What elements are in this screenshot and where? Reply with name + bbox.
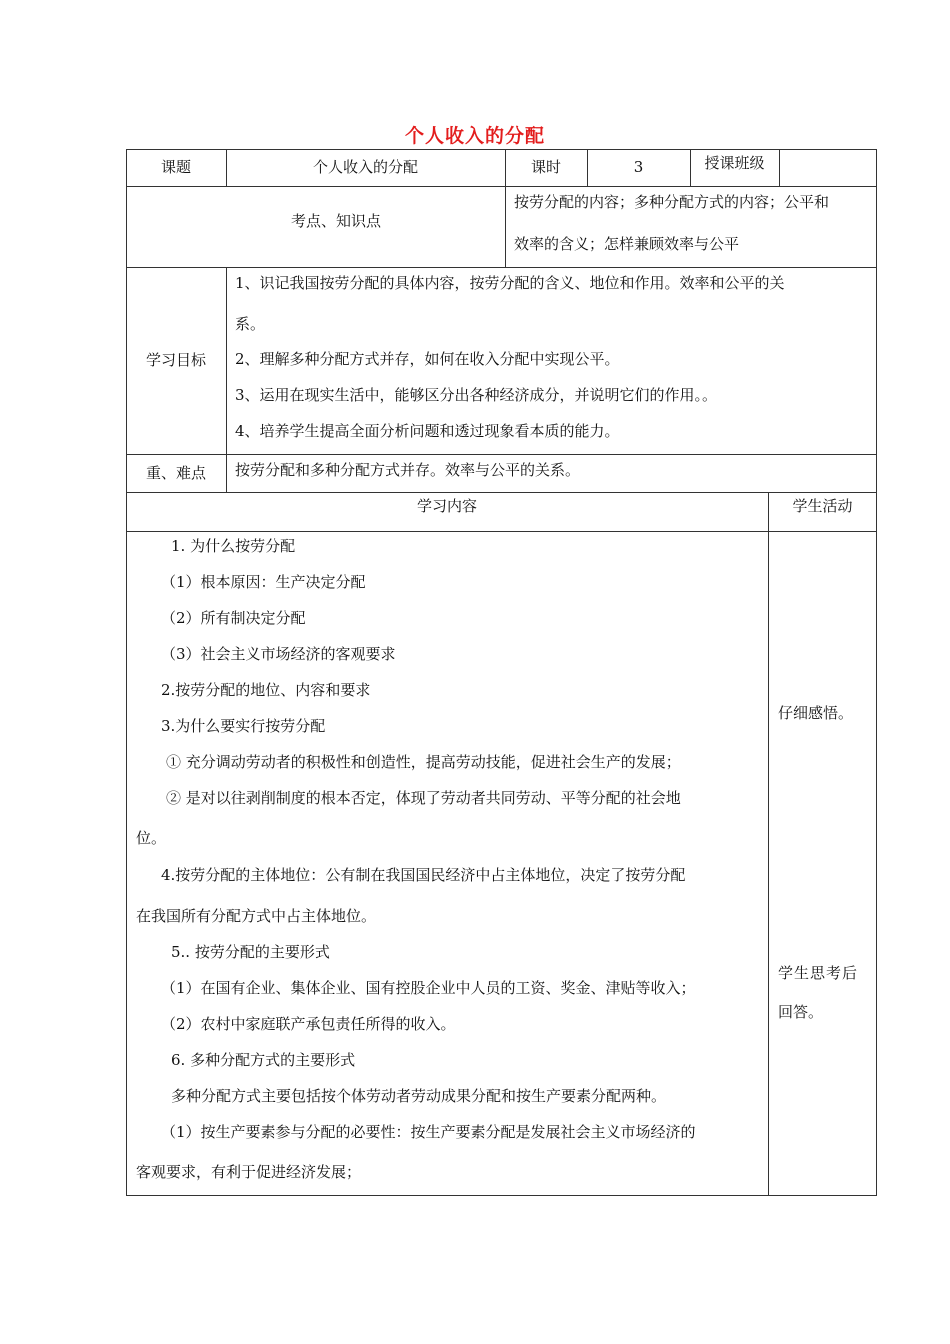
- objective-item: 3、运用在现实生活中，能够区分出各种经济成分，并说明它们的作用。。: [235, 386, 718, 404]
- key-points-line-1: 按劳分配的内容；多种分配方式的内容；公平和: [514, 193, 830, 211]
- class-value: [779, 149, 877, 186]
- activity-note: 回答。: [778, 1003, 824, 1021]
- content-line: （3）社会主义市场经济的客观要求: [161, 645, 396, 663]
- content-line: 多种分配方式主要包括按个体劳动者劳动成果分配和按生产要素分配两种。: [171, 1087, 667, 1105]
- activity-header: 学生活动: [792, 497, 853, 515]
- content-line: 客观要求，有利于促进经济发展；: [136, 1163, 362, 1181]
- objective-item: 4、培养学生提高全面分析问题和透过现象看本质的能力。: [235, 422, 620, 440]
- key-points-line-2: 效率的含义；怎样兼顾效率与公平: [514, 235, 740, 253]
- content-line: 1. 为什么按劳分配: [171, 537, 296, 555]
- content-line: ① 充分调动劳动者的积极性和创造性，提高劳动技能，促进社会生产的发展；: [166, 753, 681, 771]
- content-line: （2）所有制决定分配: [161, 609, 306, 627]
- content-line: 位。: [136, 829, 167, 847]
- content-line: 5.. 按劳分配的主要形式: [171, 943, 330, 961]
- content-line: （1）在国有企业、集体企业、国有控股企业中人员的工资、奖金、津贴等收入；: [161, 979, 696, 997]
- content-line: 3.为什么要实行按劳分配: [161, 717, 326, 735]
- content-line: （1）根本原因：生产决定分配: [161, 573, 366, 591]
- objective-item: 系。: [235, 315, 266, 333]
- content-line: ② 是对以往剥削制度的根本否定，体现了劳动者共同劳动、平等分配的社会地: [166, 789, 681, 807]
- difficulty-label: 重、难点: [145, 463, 206, 482]
- hours-value: 3: [633, 158, 644, 176]
- activity-note: 学生思考后: [778, 964, 859, 982]
- lesson-table: [126, 149, 877, 1196]
- content-line: 2.按劳分配的地位、内容和要求: [161, 681, 371, 699]
- content-line: （2）农村中家庭联产承包责任所得的收入。: [161, 1015, 456, 1033]
- hours-label: 课时: [530, 158, 561, 176]
- page-title: 个人收入的分配: [404, 125, 545, 147]
- content-line: 4.按劳分配的主体地位：公有制在我国国民经济中占主体地位，决定了按劳分配: [161, 866, 686, 884]
- content-header: 学习内容: [416, 497, 477, 515]
- topic-label: 课题: [160, 158, 191, 176]
- content-line: （1）按生产要素参与分配的必要性：按生产要素分配是发展社会主义市场经济的: [161, 1123, 696, 1141]
- objective-item: 2、理解多种分配方式并存，如何在收入分配中实现公平。: [235, 350, 620, 368]
- content-line: 6. 多种分配方式的主要形式: [171, 1051, 356, 1069]
- content-line: 在我国所有分配方式中占主体地位。: [136, 907, 377, 925]
- topic-value: 个人收入的分配: [312, 158, 418, 176]
- class-label: 授课班级: [704, 154, 765, 172]
- difficulty-text: 按劳分配和多种分配方式并存。效率与公平的关系。: [235, 461, 581, 479]
- activity-note: 仔细感悟。: [778, 704, 854, 722]
- key-points-label: 考点、知识点: [290, 211, 381, 230]
- objectives-label: 学习目标: [145, 351, 206, 369]
- objective-item: 1、识记我国按劳分配的具体内容，按劳分配的含义、地位和作用。效率和公平的关: [235, 274, 785, 292]
